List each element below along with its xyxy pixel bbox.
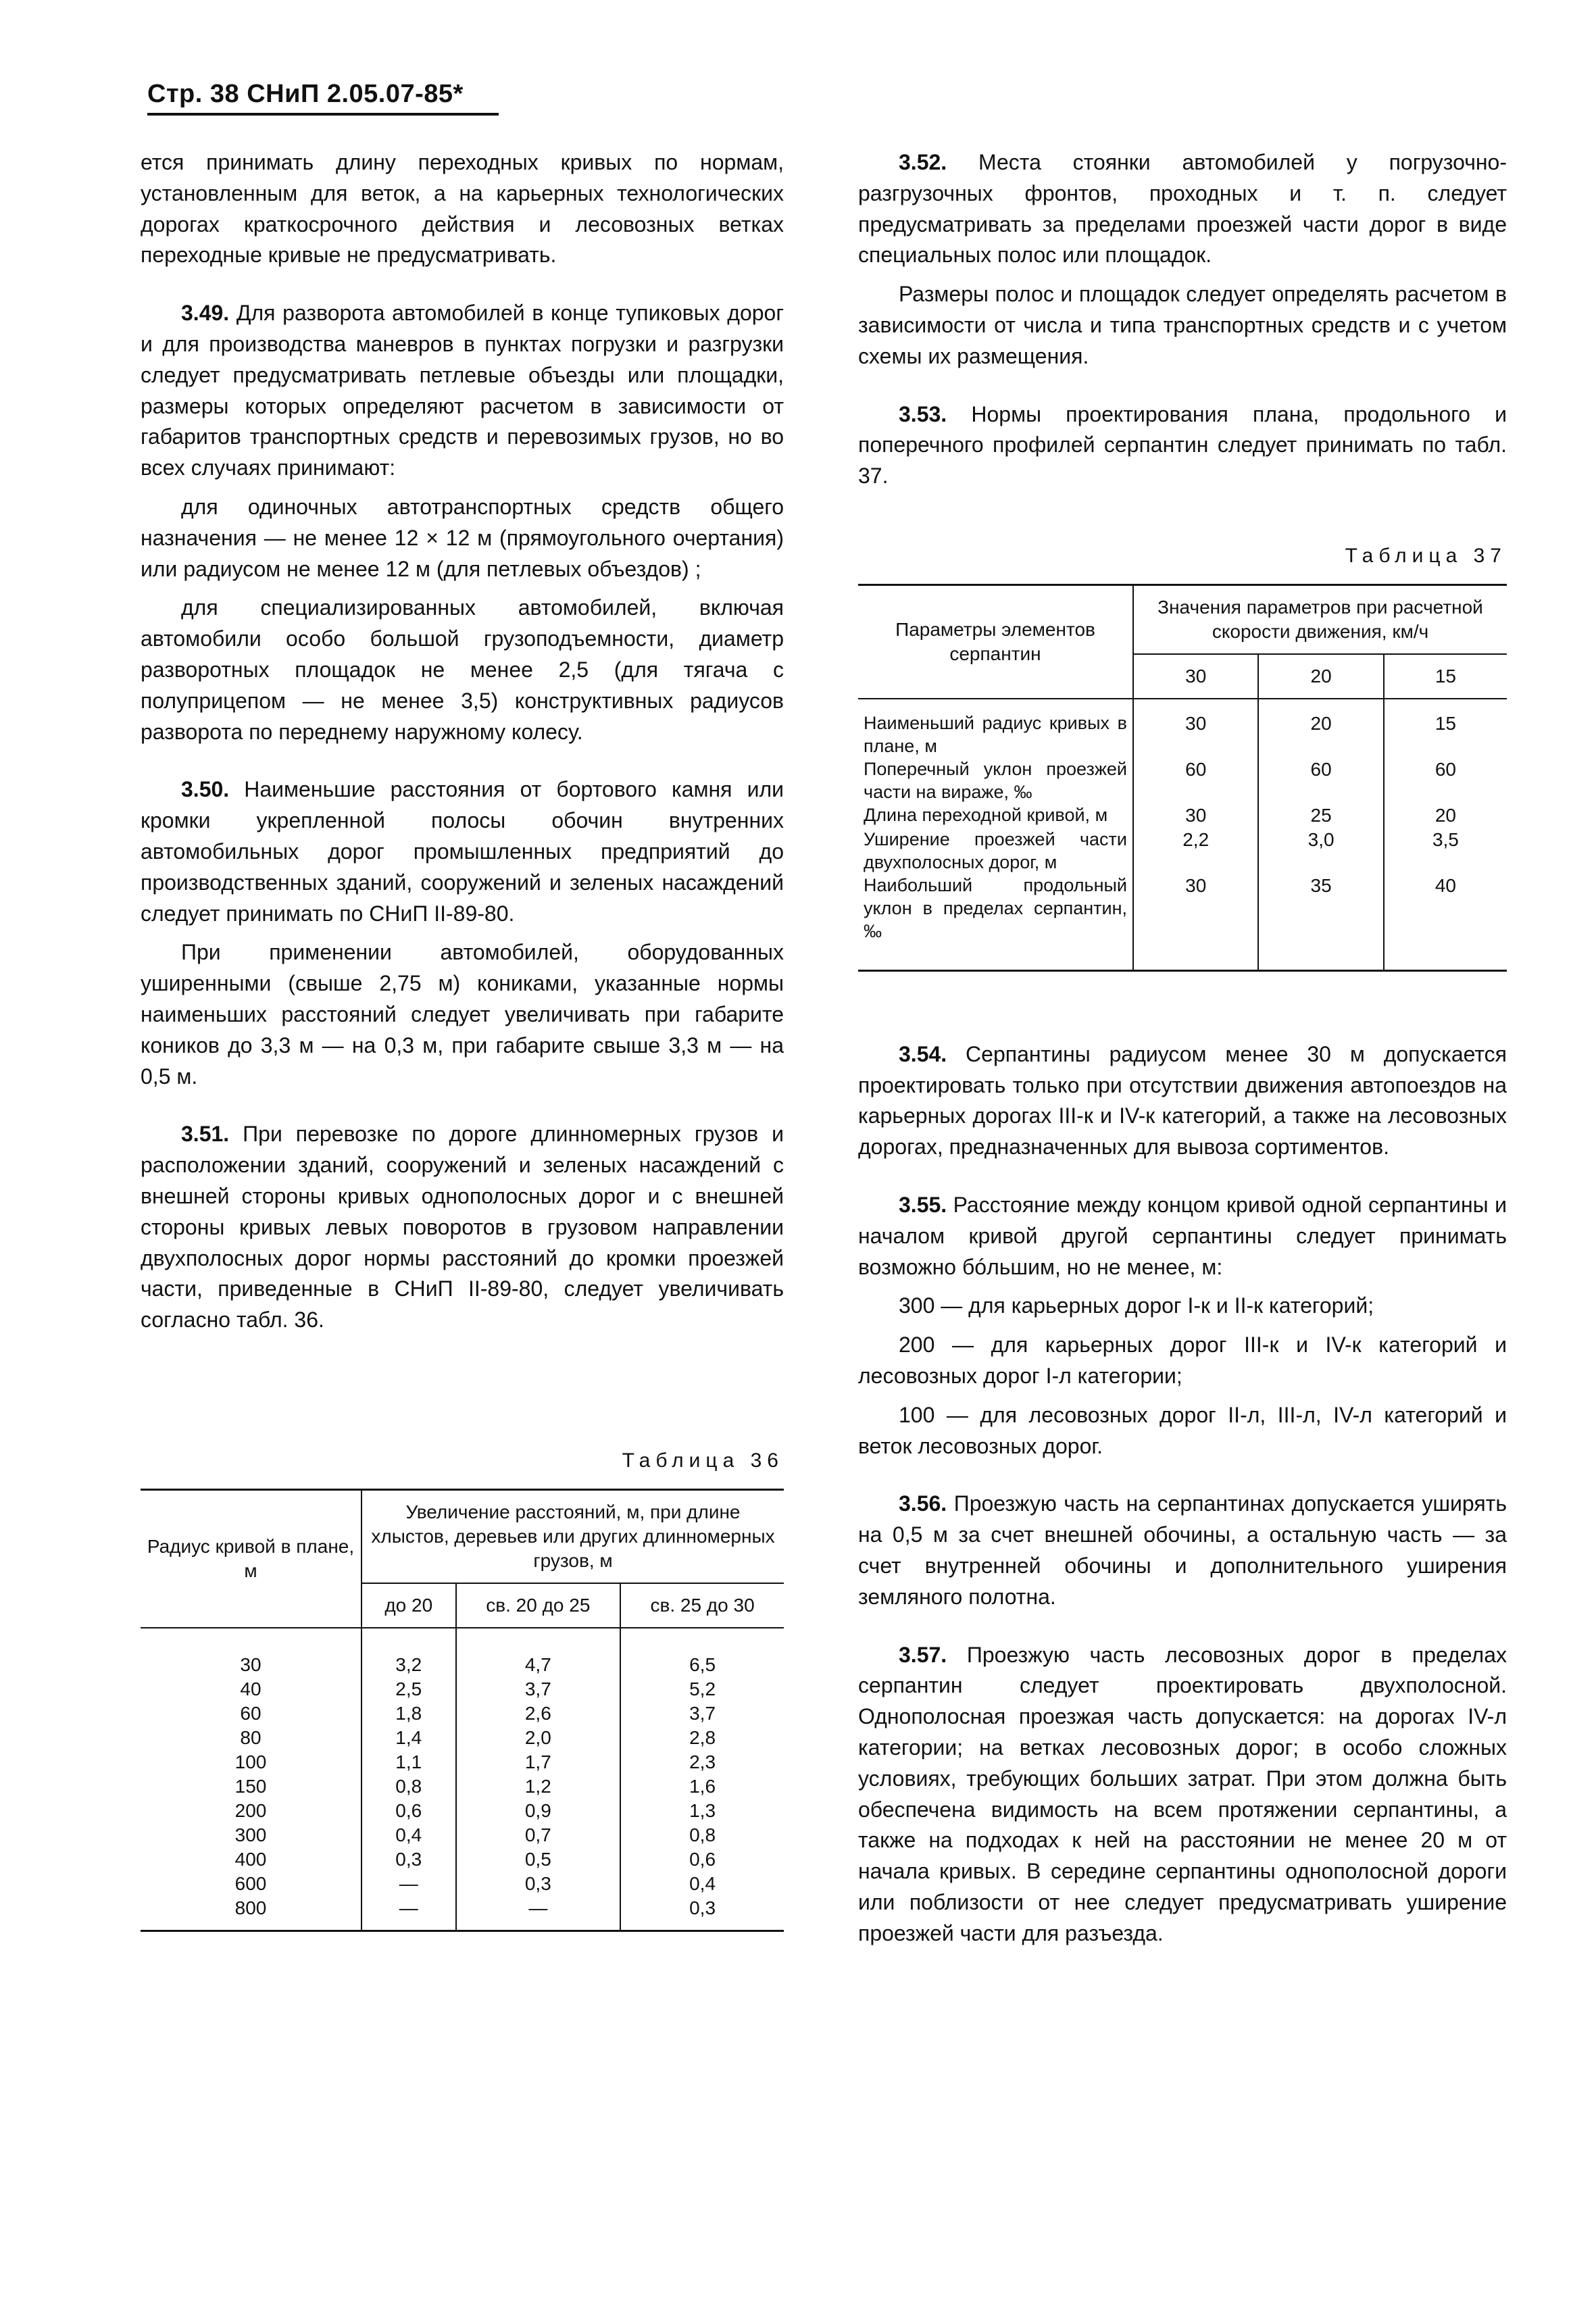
table-37-cell: 25 [1258, 803, 1383, 828]
clause-text: Проезжую часть на серпантинах допускается уширять на 0,5 м за счет внешней обочины, а остальную часть — за счет внутренней обочины и дополнительного уширения земляного полотна. [858, 1491, 1507, 1609]
clause-text: Серпантины радиусом менее 30 м допускается проектировать только при отсутствии движения автопоездов на карьерных дорогах III-к и IV-к категорий, а также на лесовозных дорогах, предназначенных для вывоза сортиментов. [858, 1041, 1507, 1160]
clause-number: 3.56. [899, 1491, 947, 1516]
table-37-cell: 15 [1384, 699, 1507, 757]
table-37-param: Поперечный уклон проезжей части на вираже, ‰ [864, 758, 1127, 802]
clause-text: Нормы проектирования плана, продольного и поперечного профилей серпантин следует принимать по табл. 37. [858, 401, 1507, 489]
clause-number: 3.57. [899, 1642, 947, 1667]
clause-3-49 [141, 298, 784, 484]
clause-number: 3.52. [899, 150, 947, 174]
table-36-values-up-to-20: 3,2 2,5 1,8 1,4 1,1 0,8 0,6 0,4 0,3 — — [361, 1628, 456, 1931]
table-row [858, 874, 1507, 971]
table-37-cell: 40 [1384, 874, 1507, 971]
clause-text: При перевозке по дороге длинномерных грузов и расположении зданий, сооружений и зеленых насаждений с внешней стороны кривых однополосных дорог и с внешней стороны кривых левых поворотов в грузовом направлении двухполосных дорог нормы расстояний до кромки проезжей части, приведенные в СНиП II-89-80, следует увеличивать согласно табл. 36. [141, 1122, 784, 1333]
clause-3-49-item-a: для одиночных автотранспортных средств общего назначения — не менее 12 × 12 м (прямоугольного очертания) или радиусом не менее 12 м (для петлевых объездов) ; [141, 494, 784, 581]
table-37-group-header: Значения параметров при расчетной скорости движения, км/ч [1133, 584, 1507, 654]
table-36-radius-values: 30 40 60 80 100 150 200 300 400 600 800 [234, 1653, 267, 1918]
table-37-speed-header: 30 [1133, 654, 1258, 699]
table-37-cell: 60 [1133, 757, 1258, 803]
table-37-cell: 30 [1133, 699, 1258, 757]
clause-3-52 [858, 147, 1507, 271]
table-37-cell: 20 [1258, 699, 1383, 757]
table-37-cell: 60 [1258, 757, 1383, 803]
clause-text: Места стоянки автомобилей у погрузочно-разгрузочных фронтов, проходных и т. п. следует предусматривать за пределами проезжей части дорог в виде специальных полос или площадок. [858, 150, 1507, 268]
table-37-cell: 35 [1258, 874, 1383, 971]
clause-3-55 [858, 1190, 1507, 1283]
table-37 [858, 584, 1507, 972]
table-37-cell: 60 [1384, 757, 1507, 803]
clause-number: 3.50. [181, 777, 230, 802]
table-36-col-radius: Радиус кривой в плане, м [141, 1489, 361, 1628]
table-36-sub-header: св. 25 до 30 [620, 1583, 784, 1628]
clause-3-57 [858, 1640, 1507, 1949]
table-37-cell: 20 [1384, 803, 1507, 828]
table-36-caption: Таблица 36 [622, 1449, 784, 1472]
clause-text: Проезжую часть лесовозных дорог в пределах серпантин следует проектировать двухполосной. Однополосная проезжая часть допускается: на дорогах IV-л категории; на ветках лесовозных дорог; в особо сложных условиях, требующих больших затрат. При этом должна быть обеспечена видимость на всем протяжении серпантины, а также на подходах к ней на расстоянии не менее 20 м от начала кривых. В середине серпантины однополосной дороги или поблизости от нее следует предусматривать уширение проезжей части для разъезда. [858, 1642, 1507, 1945]
table-36-sub-header: до 20 [361, 1583, 456, 1628]
table-37-speed-header: 20 [1258, 654, 1383, 699]
clause-text: Для разворота автомобилей в конце тупиковых дорог и для производства маневров в пунктах погрузки и разгрузки следует предусматривать петлевые объезды или площадки, размеры которых определяют расчетом в зависимости от габаритов транспортных средств и перевозимых грузов, но во всех случаях принимают: [141, 301, 784, 480]
clause-text: Расстояние между концом кривой одной серпантины и началом кривой другой серпантины следует принимать возможно бóльшим, но не менее, м: [858, 1192, 1507, 1279]
right-column [858, 147, 1507, 1957]
clause-3-49-item-b: для специализированных автомобилей, включая автомобили особо большой грузоподъемности, диаметр разворотных площадок не менее 2,5 (для тягача с полуприцепом — не менее 3,5) конструктивных радиусов разворота по переднему наружному колесу. [141, 595, 784, 744]
table-37-cell: 30 [1133, 874, 1258, 971]
table-37-cell: 3,5 [1384, 828, 1507, 874]
table-37-col-parameters: Параметры элементов серпантин [858, 584, 1133, 699]
clause-3-50 [141, 774, 784, 929]
page-header: Стр. 38 СНиП 2.05.07-85* [147, 80, 499, 116]
paragraph-continuation: ется принимать длину переходных кривых по нормам, установленным для веток, а на карьерных технологических дорогах краткосрочного действия и лесовозных ветках переходные кривые не предусматривать. [141, 150, 784, 268]
clause-number: 3.55. [899, 1192, 947, 1217]
clause-3-54 [858, 1039, 1507, 1163]
clause-number: 3.53. [899, 401, 947, 426]
clause-3-55-item-100: 100 — для лесовозных дорог II-л, III-л, IV-л категорий и веток лесовозных дорог. [858, 1402, 1507, 1458]
table-37-speed-header: 15 [1384, 654, 1507, 699]
table-37-cell: 30 [1133, 803, 1258, 828]
clause-number: 3.51. [181, 1122, 230, 1147]
table-37-caption: Таблица 37 [1345, 544, 1507, 567]
clause-3-53 [858, 399, 1507, 492]
table-36-group-header: Увеличение расстояний, м, при длине хлыстов, деревьев или других длинномерных грузов, м [361, 1489, 784, 1583]
table-36-sub-header: св. 20 до 25 [456, 1583, 621, 1628]
table-37-param: Наибольший продольный уклон в пределах серпантин, ‰ [864, 874, 1127, 941]
clause-3-55-item-200: 200 — для карьерных дорог III-к и IV-к категорий и лесовозных дорог I-л категории; [858, 1333, 1507, 1388]
clause-number: 3.54. [899, 1041, 947, 1066]
table-37-param: Уширение проезжей части двухполосных дорог, м [864, 828, 1127, 872]
clause-text: Наименьшие расстояния от бортового камня или кромки укрепленной полосы обочин внутренних автомобильных дорог промышленных предприятий до производственных зданий, сооружений и зеленых насаждений следует принимать по СНиП II-89-80. [141, 777, 784, 926]
table-36-values-25-30: 6,5 5,2 3,7 2,8 2,3 1,6 1,3 0,8 0,6 0,4 0,3 [620, 1628, 784, 1931]
table-row [858, 757, 1507, 803]
clause-3-52-para-2: Размеры полос и площадок следует определять расчетом в зависимости от числа и типа транспортных средств и с учетом схемы их размещения. [858, 282, 1507, 368]
clause-3-51 [141, 1119, 784, 1336]
table-36 [141, 1489, 784, 1932]
table-37-cell: 3,0 [1258, 828, 1383, 874]
clause-3-56 [858, 1489, 1507, 1612]
table-37-param: Длина переходной кривой, м [864, 804, 1108, 825]
clause-3-50-para-2: При применении автомобилей, оборудованных уширенными (свыше 2,75 м) кониками, указанные нормы наименьших расстояний следует увеличивать при габарите коников до 3,3 м — на 0,3 м, при габарите свыше 3,3 м — на 0,5 м. [141, 940, 784, 1089]
table-37-cell: 2,2 [1133, 828, 1258, 874]
clause-number: 3.49. [181, 301, 230, 326]
table-36-values-20-25: 4,7 3,7 2,6 2,0 1,7 1,2 0,9 0,7 0,5 0,3 — [456, 1628, 621, 1931]
left-column [141, 147, 784, 1932]
table-row [858, 803, 1507, 828]
table-row [858, 699, 1507, 757]
clause-3-55-item-300: 300 — для карьерных дорог I-к и II-к категорий; [899, 1293, 1374, 1318]
table-row [858, 828, 1507, 874]
table-37-param: Наименьший радиус кривых в плане, м [864, 712, 1127, 756]
